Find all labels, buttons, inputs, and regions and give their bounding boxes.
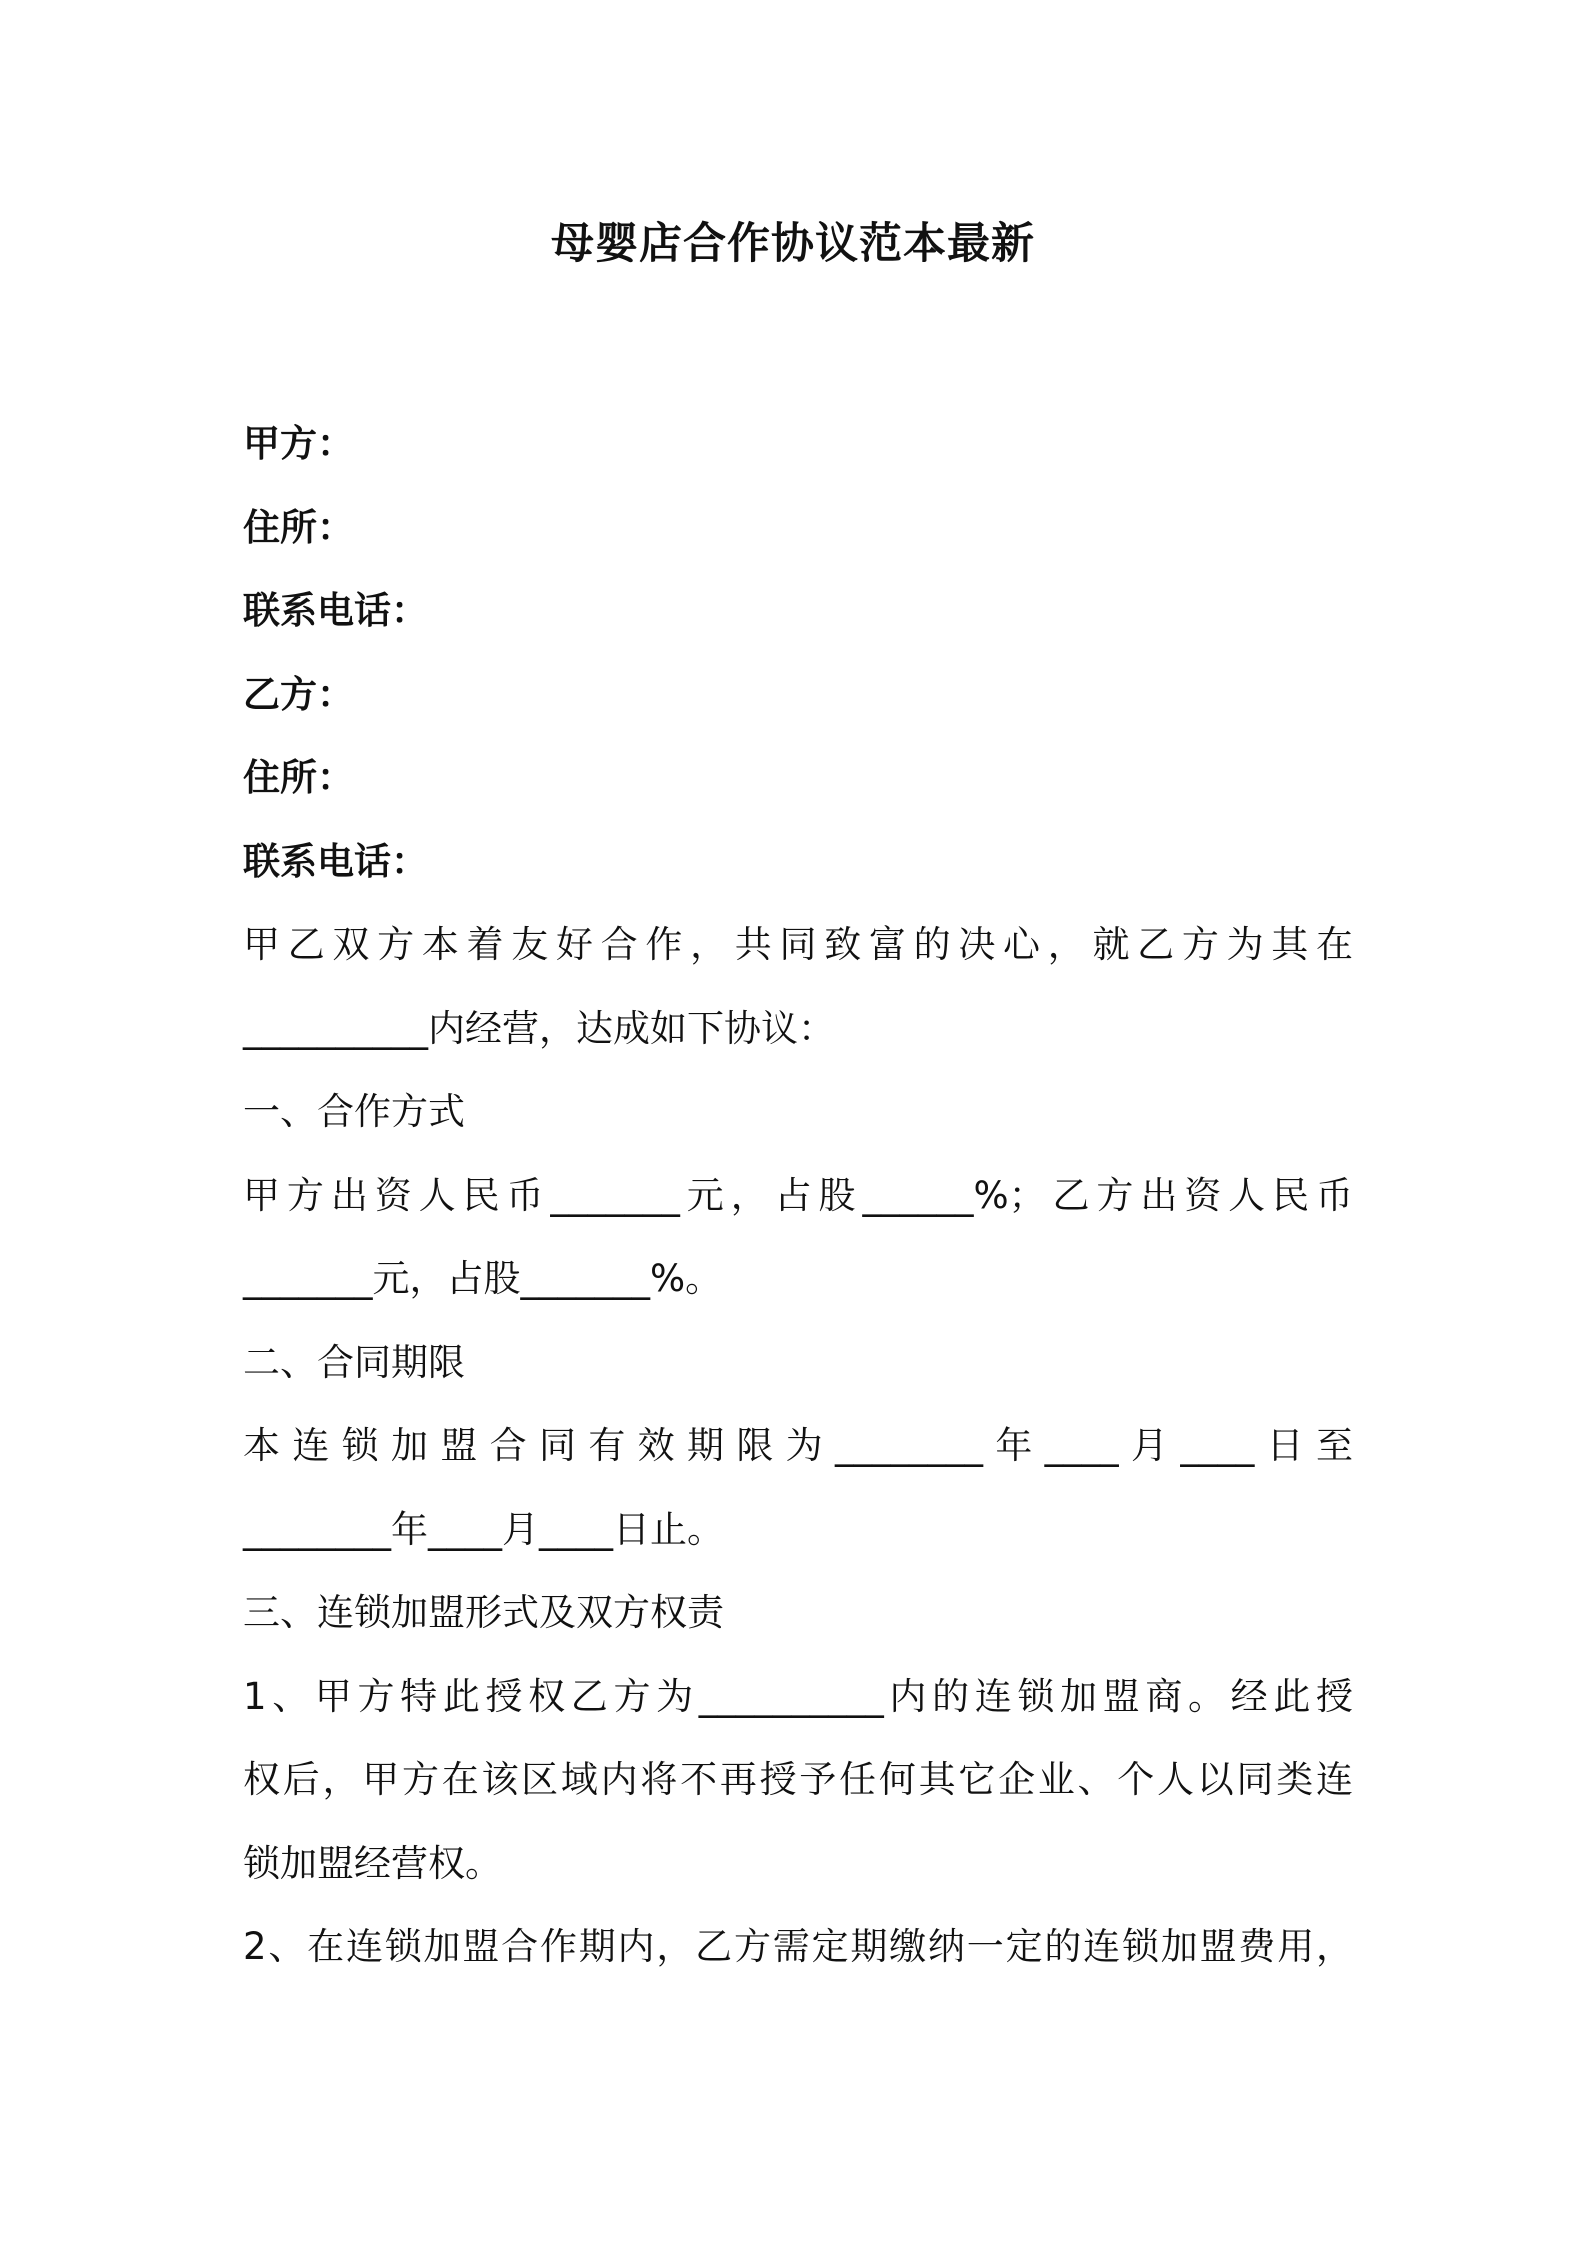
preamble-line-1: 甲乙双方本着友好合作，共同致富的决心，就乙方为其在 [243,923,1353,966]
clause-2-line-1: 2、在连锁加盟合作期内，乙方需定期缴纳一定的连锁加盟费用， [243,1925,1353,1968]
document-title: 母婴店合作协议范本最新 [551,219,1035,269]
party-a-address-label: 住所： [243,505,354,549]
party-b-phone-label: 联系电话： [243,839,428,883]
section-1-line-1: 甲方出资人民币_______元，占股______%；乙方出资人民币 [243,1173,1353,1217]
section-1-line-2: _______元，占股_______%。 [243,1257,723,1300]
section-3-heading: 三、连锁加盟形式及双方权责 [243,1591,724,1634]
party-a-phone-label: 联系电话： [243,589,428,632]
clause-1-line-3: 锁加盟经营权。 [243,1841,502,1885]
clause-1-line-2: 权后，甲方在该区域内将不再授予任何其它企业、个人以同类连 [243,1758,1353,1801]
section-2-heading: 二、合同期限 [243,1340,465,1384]
clause-1-line-1: 1、甲方特此授权乙方为__________内的连锁加盟商。经此授 [243,1674,1353,1718]
preamble-line-2: __________内经营，达成如下协议： [243,1006,835,1050]
section-2-line-1: 本连锁加盟合同有效期限为________年____月____日至 [243,1424,1353,1467]
party-b-address-label: 住所： [243,756,354,799]
section-2-line-2: ________年____月____日止。 [243,1507,724,1551]
party-b-label: 乙方： [243,672,354,716]
party-a-label: 甲方： [243,422,354,465]
document-body [243,402,1353,1989]
section-1-heading: 一、合作方式 [243,1090,465,1133]
